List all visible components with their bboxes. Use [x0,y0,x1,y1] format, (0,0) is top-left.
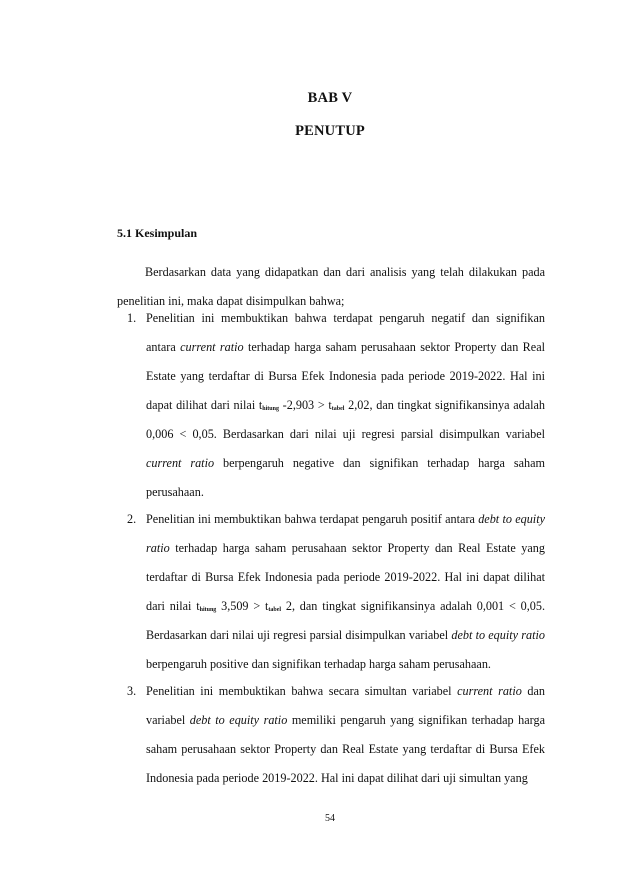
list-item-text: Penelitian ini membuktikan bahwa secara simultan variabel [146,684,458,698]
italic-term: current ratio [457,684,522,698]
list-item-text: terhadap harga saham perusahaan sektor Property dan Real Estate yang terdaftar di Bursa Efek Indonesia pada periode 2019-2022. Hal ini dapat dilihat dari nilai t [146,340,545,412]
subscript: tabel [268,607,282,613]
list-item-text: -2,903 > t [278,398,332,412]
list-item-number: 1. [127,311,137,325]
list-item [117,505,545,679]
list-item-text: memiliki pengaruh yang signifikan terhadap harga saham perusahaan sektor Property dan Real Estate yang terdaftar di Bursa Efek Indonesia pada periode 2019-2022. Hal ini dapat dilihat dari uji simultan yang [146,713,546,785]
conclusion-list-3 [117,677,545,793]
italic-term: current ratio [180,340,244,354]
list-item-text: 3,509 > t [216,599,269,613]
page-number: 54 [325,813,335,824]
intro-paragraph: Berdasarkan data yang didapatkan dan dari analisis yang telah dilakukan pada penelitian ini, maka dapat disimpulkan bahwa; [117,265,545,309]
list-item-number: 2. [127,512,137,526]
conclusion-list-2 [117,505,545,679]
chapter-title: PENUTUP [295,123,365,139]
list-item-text: Penelitian ini membuktikan bahwa terdapat pengaruh positif antara [146,512,479,526]
italic-term: debt to equity ratio [146,512,545,555]
italic-term: debt to equity ratio [189,713,288,727]
list-item-text: 2, dan tingkat signifikansinya adalah 0,001 < 0,05. Berdasarkan dari nilai uji regresi parsial disimpulkan variabel [146,599,546,642]
list-item [117,304,545,507]
list-item [117,677,545,793]
subscript: tabel [331,406,345,412]
list-item-text: berpengaruh positive dan signifikan terhadap harga saham perusahaan. [146,657,491,671]
list-item-number: 3. [127,684,137,698]
list-item-text: berpengaruh negative dan signifikan terhadap harga saham perusahaan. [146,456,545,499]
subscript: hitung [262,406,279,412]
section-heading: 5.1 Kesimpulan [117,226,198,240]
list-item-text: dan variabel [146,684,545,727]
italic-term: debt to equity ratio [451,628,545,642]
list-item-text: Penelitian ini membuktikan bahwa terdapat pengaruh negatif dan signifikan antara [146,311,545,354]
list-item-text: terhadap harga saham perusahaan sektor Property dan Real Estate yang terdaftar di Bursa Efek Indonesia pada periode 2019-2022. Hal ini dapat dilihat dari nilai t [146,541,545,613]
conclusion-list-1 [117,304,545,507]
chapter-number: BAB V [307,90,353,106]
italic-term: current ratio [146,456,215,470]
subscript: hitung [199,607,217,613]
list-item-text: 2,02, dan tingkat signifikansinya adalah 0,006 < 0,05. Berdasarkan dari nilai uji regresi parsial disimpulkan variabel [146,398,546,441]
